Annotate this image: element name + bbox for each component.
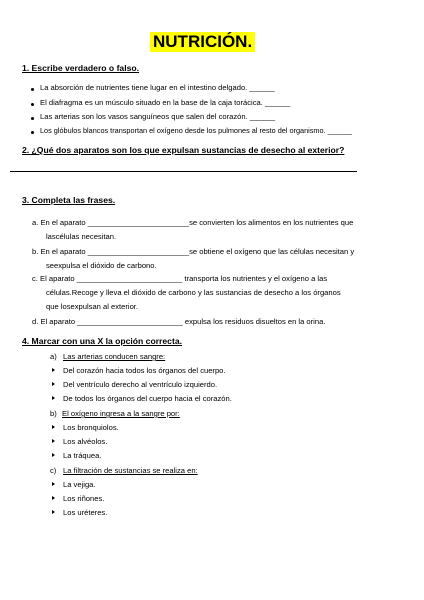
arrow-bullet-icon [52, 482, 55, 486]
answer-line[interactable] [10, 171, 357, 172]
sentence-c-line-2: células.Recoge y lleva el dióxido de carbono y las sustancias de desecho a los órganos [46, 288, 341, 297]
question-b: El oxígeno ingresa a la sangre por: [62, 409, 180, 418]
bullet-icon [31, 117, 34, 120]
question-a-label: a) [50, 352, 57, 361]
arrow-bullet-icon [52, 382, 55, 386]
true-false-item: La absorción de nutrientes tiene lugar en el intestino delgado. ______ [40, 83, 275, 92]
section-3-heading-text: 3. Completa las frases. [22, 195, 116, 205]
arrow-bullet-icon [52, 453, 55, 457]
bullet-icon [31, 88, 34, 91]
question-b-label: b) [50, 409, 57, 418]
option-c-1[interactable]: La vejiga. [63, 480, 96, 489]
true-false-item: Las arterias son los vasos sanguíneos que salen del corazón. ______ [40, 112, 276, 121]
arrow-bullet-icon [52, 425, 55, 429]
arrow-bullet-icon [52, 510, 55, 514]
bullet-icon [31, 131, 34, 134]
question-c-label: c) [50, 466, 57, 475]
arrow-bullet-icon [52, 368, 55, 372]
sentence-d-line-1: d. El aparato _________________________ expulsa los residuos disueltos en la orina. [32, 317, 326, 326]
option-a-1[interactable]: Del corazón hacia todos los órganos del cuerpo. [63, 366, 226, 375]
option-b-2[interactable]: Los alvéolos. [63, 437, 108, 446]
sentence-c-line-3: que losexpulsan al exterior. [46, 302, 139, 311]
bullet-icon [31, 103, 34, 106]
section-4-heading [22, 336, 182, 346]
option-c-2[interactable]: Los riñones. [63, 494, 105, 503]
section-1-heading-text: 1. Escribe verdadero o falso. [22, 63, 140, 73]
sentence-b-line-1: b. En el aparato ________________________se obtiene el oxígeno que las células necesitan y [32, 247, 355, 256]
sentence-a-line-1: a. En el aparato ________________________se convierten los alimentos en los nutrientes que [32, 218, 354, 227]
option-b-1[interactable]: Los bronquiolos. [63, 423, 119, 432]
question-a: Las arterias conducen sangre: [63, 352, 166, 361]
option-a-3[interactable]: De todos los órganos del cuerpo hacia el corazón. [63, 394, 232, 403]
page-title: NUTRICIÓN. [150, 32, 255, 52]
arrow-bullet-icon [52, 396, 55, 400]
section-4-heading-text: 4. Marcar con una X la opción correcta. [22, 336, 182, 346]
sentence-b-line-2: seexpulsa el dióxido de carbono. [46, 261, 157, 270]
sentence-a-line-2: lascélulas necesitan. [46, 232, 117, 241]
option-a-2[interactable]: Del ventrículo derecho al ventrículo izquierdo. [63, 380, 218, 389]
section-2-heading-text: 2. ¿Qué dos aparatos son los que expulsan sustancias de desecho al exterior? [22, 145, 345, 155]
option-b-3[interactable]: La tráquea. [63, 451, 102, 460]
sentence-c-line-1: c. El aparato _________________________ transporta los nutrientes y el oxígeno a las [32, 274, 328, 283]
section-2-heading [22, 145, 344, 155]
true-false-item: Los glóbulos blancos transportan el oxígeno desde los pulmones al resto del organismo. ______ [40, 126, 352, 135]
true-false-item: El diafragma es un músculo situado en la base de la caja torácica. ______ [40, 98, 291, 107]
question-c: La filtración de sustancias se realiza en: [63, 466, 198, 475]
arrow-bullet-icon [52, 439, 55, 443]
arrow-bullet-icon [52, 496, 55, 500]
option-c-3[interactable]: Los uréteres. [63, 508, 108, 517]
section-3-heading [22, 195, 115, 205]
section-1-heading [22, 63, 139, 73]
